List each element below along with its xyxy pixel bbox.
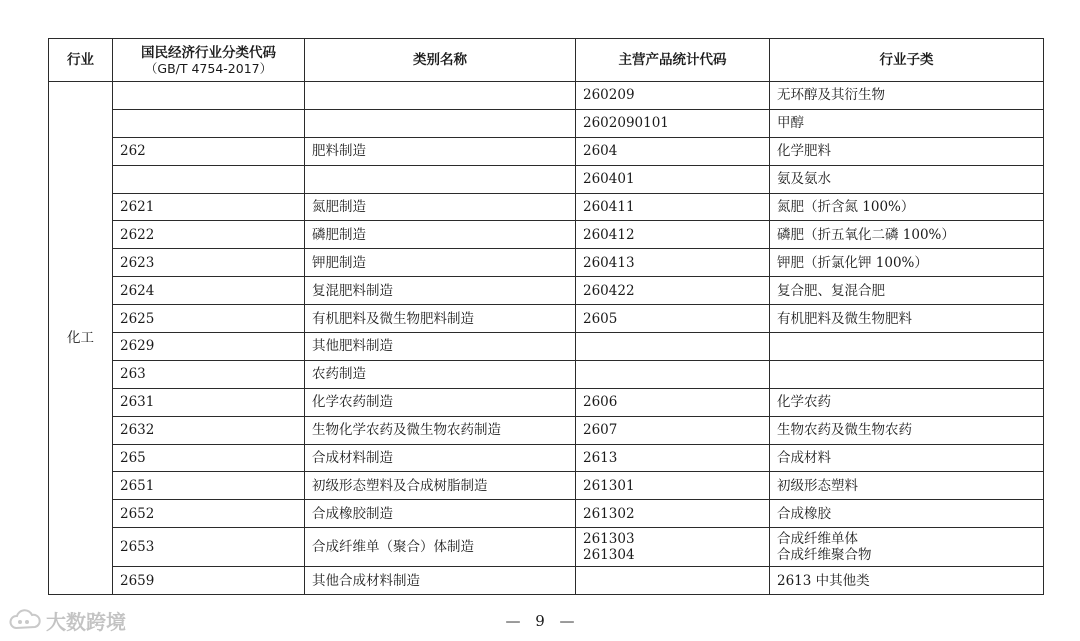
product-code-cell-text: 260411 bbox=[583, 199, 635, 215]
subcategory-cell-text: 化学农药 bbox=[777, 394, 831, 411]
category-name-cell-text: 氮肥制造 bbox=[312, 199, 366, 215]
table-row bbox=[49, 137, 1044, 165]
subcategory-cell-text: 合成橡胶 bbox=[777, 505, 831, 522]
subcategory-cell bbox=[770, 82, 1044, 110]
national-code-cell bbox=[113, 165, 305, 193]
category-name-cell-text: 化学农药制造 bbox=[312, 394, 393, 411]
national-code-cell bbox=[113, 249, 305, 277]
product-code-cell-text: 261302 bbox=[583, 505, 635, 522]
product-code-cell-text: 2606 bbox=[583, 394, 618, 411]
national-code-cell-text: 2653 bbox=[120, 539, 155, 556]
category-name-cell bbox=[305, 500, 576, 528]
product-code-cell bbox=[576, 567, 770, 595]
national-code-cell-text: 2632 bbox=[120, 422, 155, 439]
header-national-code: 国民经济行业分类代码 （GB/T 4754-2017） bbox=[113, 39, 305, 82]
national-code-cell bbox=[113, 137, 305, 165]
national-code-cell-text: 2629 bbox=[120, 338, 155, 355]
page-number: 9 bbox=[535, 612, 545, 630]
subcategory-cell bbox=[770, 305, 1044, 333]
footer-dash-right: — bbox=[559, 612, 575, 630]
table-row bbox=[49, 193, 1044, 221]
product-code-cell bbox=[576, 360, 770, 388]
table-header-row bbox=[49, 39, 1044, 82]
product-code-cell bbox=[576, 221, 770, 249]
table-row bbox=[49, 82, 1044, 110]
subcategory-cell bbox=[770, 193, 1044, 221]
subcategory-cell-text-2: 合成纤维聚合物 bbox=[777, 547, 872, 564]
category-name-cell-text: 其他合成材料制造 bbox=[312, 572, 420, 589]
national-code-cell bbox=[113, 500, 305, 528]
cloud-logo-icon bbox=[8, 608, 42, 634]
category-name-cell-text: 合成纤维单（聚合）体制造 bbox=[312, 539, 474, 556]
product-code-cell-text: 260422 bbox=[583, 282, 635, 299]
national-code-cell-text: 2659 bbox=[120, 572, 155, 589]
product-code-cell-text: 260401 bbox=[583, 171, 635, 188]
product-code-cell bbox=[576, 528, 770, 567]
category-name-cell bbox=[305, 333, 576, 361]
subcategory-cell-text: 有机肥料及微生物肥料 bbox=[777, 310, 912, 327]
subcategory-cell bbox=[770, 567, 1044, 595]
national-code-cell-text: 2651 bbox=[120, 477, 155, 494]
product-code-cell-text-2: 261304 bbox=[583, 547, 635, 564]
subcategory-cell bbox=[770, 472, 1044, 500]
table-body bbox=[49, 82, 1044, 595]
product-code-cell bbox=[576, 388, 770, 416]
national-code-cell bbox=[113, 360, 305, 388]
page-footer bbox=[0, 612, 1080, 630]
national-code-cell bbox=[113, 82, 305, 110]
table-row bbox=[49, 333, 1044, 361]
category-name-cell-text: 生物化学农药及微生物农药制造 bbox=[312, 422, 501, 439]
table-row bbox=[49, 221, 1044, 249]
header-category-name: 类别名称 bbox=[305, 39, 576, 82]
subcategory-cell bbox=[770, 360, 1044, 388]
table-row bbox=[49, 165, 1044, 193]
category-name-cell-text: 初级形态塑料及合成树脂制造 bbox=[312, 477, 488, 494]
subcategory-cell bbox=[770, 221, 1044, 249]
subcategory-cell-text: 合成材料 bbox=[777, 450, 831, 467]
product-code-cell bbox=[576, 193, 770, 221]
subcategory-cell bbox=[770, 165, 1044, 193]
category-name-cell bbox=[305, 277, 576, 305]
category-name-cell-text: 其他肥料制造 bbox=[312, 338, 393, 355]
national-code-cell bbox=[113, 388, 305, 416]
product-code-cell bbox=[576, 109, 770, 137]
subcategory-cell-text: 无环醇及其衍生物 bbox=[777, 87, 885, 104]
subcategory-cell bbox=[770, 333, 1044, 361]
category-name-cell bbox=[305, 444, 576, 472]
product-code-cell bbox=[576, 444, 770, 472]
subcategory-cell-text: 2613 中其他类 bbox=[777, 572, 870, 589]
subcategory-cell bbox=[770, 444, 1044, 472]
national-code-cell-text: 262 bbox=[120, 143, 146, 160]
category-name-cell-text: 磷肥制造 bbox=[312, 226, 366, 243]
subcategory-cell bbox=[770, 137, 1044, 165]
header-industry: 行业 bbox=[49, 39, 113, 82]
national-code-cell bbox=[113, 277, 305, 305]
subcategory-cell-text: 甲醇 bbox=[777, 115, 804, 132]
category-name-cell bbox=[305, 528, 576, 567]
product-code-cell-text: 2604 bbox=[583, 143, 618, 160]
product-code-cell-text: 2607 bbox=[583, 422, 618, 439]
national-code-cell-text: 263 bbox=[120, 366, 146, 383]
category-name-cell bbox=[305, 137, 576, 165]
national-code-cell-text: 2623 bbox=[120, 254, 155, 271]
product-code-cell-text: 2613 bbox=[583, 450, 618, 467]
table-row bbox=[49, 109, 1044, 137]
category-name-cell bbox=[305, 388, 576, 416]
watermark-text: 大数跨境 bbox=[46, 610, 126, 634]
subcategory-cell bbox=[770, 528, 1044, 567]
subcategory-cell-text: 钾肥（折氯化钾 100%） bbox=[777, 254, 928, 271]
national-code-cell bbox=[113, 193, 305, 221]
subcategory-cell bbox=[770, 249, 1044, 277]
subcategory-cell bbox=[770, 388, 1044, 416]
category-name-cell bbox=[305, 109, 576, 137]
subcategory-cell-text: 磷肥（折五氧化二磷 100%） bbox=[777, 226, 955, 243]
subcategory-cell-text: 化学肥料 bbox=[777, 143, 831, 160]
subcategory-cell bbox=[770, 416, 1044, 444]
subcategory-cell bbox=[770, 277, 1044, 305]
subcategory-cell-text: 初级形态塑料 bbox=[777, 477, 858, 494]
category-name-cell-text: 合成材料制造 bbox=[312, 450, 393, 467]
national-code-cell bbox=[113, 333, 305, 361]
product-code-cell-text: 260209 bbox=[583, 87, 635, 104]
national-code-cell bbox=[113, 221, 305, 249]
table-row bbox=[49, 500, 1044, 528]
product-code-cell-text: 260412 bbox=[583, 226, 635, 243]
footer-dash-left: — bbox=[505, 612, 521, 630]
product-code-cell-text: 260413 bbox=[583, 254, 635, 271]
product-code-cell bbox=[576, 472, 770, 500]
product-code-cell bbox=[576, 305, 770, 333]
category-name-cell-text: 钾肥制造 bbox=[312, 254, 366, 271]
category-name-cell bbox=[305, 305, 576, 333]
subcategory-cell bbox=[770, 500, 1044, 528]
category-name-cell bbox=[305, 249, 576, 277]
product-code-cell-text: 2602090101 bbox=[583, 115, 669, 132]
category-name-cell bbox=[305, 82, 576, 110]
national-code-cell bbox=[113, 109, 305, 137]
category-name-cell bbox=[305, 472, 576, 500]
national-code-cell bbox=[113, 567, 305, 595]
national-code-cell bbox=[113, 416, 305, 444]
national-code-cell-text: 2622 bbox=[120, 226, 155, 243]
header-subcategory: 行业子类 bbox=[770, 39, 1044, 82]
product-code-cell bbox=[576, 500, 770, 528]
product-code-cell-text: 2605 bbox=[583, 310, 618, 327]
table-row bbox=[49, 528, 1044, 567]
header-product-code: 主营产品统计代码 bbox=[576, 39, 770, 82]
table-row bbox=[49, 388, 1044, 416]
national-code-cell-text: 2624 bbox=[120, 282, 155, 299]
national-code-cell-text: 2621 bbox=[120, 199, 155, 215]
national-code-cell bbox=[113, 472, 305, 500]
category-name-cell-text: 复混肥料制造 bbox=[312, 282, 393, 299]
table-row bbox=[49, 249, 1044, 277]
subcategory-cell bbox=[770, 109, 1044, 137]
product-code-cell bbox=[576, 165, 770, 193]
category-name-cell bbox=[305, 165, 576, 193]
category-name-cell bbox=[305, 193, 576, 221]
category-name-cell bbox=[305, 360, 576, 388]
national-code-cell-text: 265 bbox=[120, 450, 146, 467]
national-code-cell bbox=[113, 528, 305, 567]
table-row bbox=[49, 305, 1044, 333]
document-table-container bbox=[48, 38, 1043, 595]
category-name-cell-text: 有机肥料及微生物肥料制造 bbox=[312, 310, 474, 327]
subcategory-cell-text: 生物农药及微生物农药 bbox=[777, 422, 912, 439]
subcategory-cell-text: 氨及氨水 bbox=[777, 171, 831, 188]
category-name-cell-text: 农药制造 bbox=[312, 366, 366, 383]
product-code-cell bbox=[576, 249, 770, 277]
industry-cell: 化工 bbox=[49, 82, 113, 595]
category-name-cell-text: 合成橡胶制造 bbox=[312, 505, 393, 522]
product-code-cell bbox=[576, 277, 770, 305]
industry-classification-table bbox=[48, 38, 1044, 595]
table-row bbox=[49, 567, 1044, 595]
product-code-cell-text: 261301 bbox=[583, 477, 635, 494]
product-code-cell-text: 261303 bbox=[583, 531, 635, 548]
category-name-cell bbox=[305, 416, 576, 444]
category-name-cell-text: 肥料制造 bbox=[312, 143, 366, 160]
product-code-cell bbox=[576, 416, 770, 444]
subcategory-cell-text: 合成纤维单体 bbox=[777, 531, 858, 548]
watermark bbox=[8, 606, 126, 635]
table-row bbox=[49, 444, 1044, 472]
national-code-cell-text: 2631 bbox=[120, 394, 155, 411]
category-name-cell bbox=[305, 567, 576, 595]
national-code-cell-text: 2652 bbox=[120, 505, 155, 522]
subcategory-cell-text: 氮肥（折含氮 100%） bbox=[777, 199, 915, 215]
national-code-cell bbox=[113, 444, 305, 472]
national-code-cell bbox=[113, 305, 305, 333]
subcategory-cell-text: 复合肥、复混合肥 bbox=[777, 282, 885, 299]
product-code-cell bbox=[576, 82, 770, 110]
table-row bbox=[49, 472, 1044, 500]
table-row bbox=[49, 360, 1044, 388]
table-row bbox=[49, 416, 1044, 444]
product-code-cell bbox=[576, 333, 770, 361]
product-code-cell bbox=[576, 137, 770, 165]
table-row bbox=[49, 277, 1044, 305]
category-name-cell bbox=[305, 221, 576, 249]
national-code-cell-text: 2625 bbox=[120, 310, 155, 327]
